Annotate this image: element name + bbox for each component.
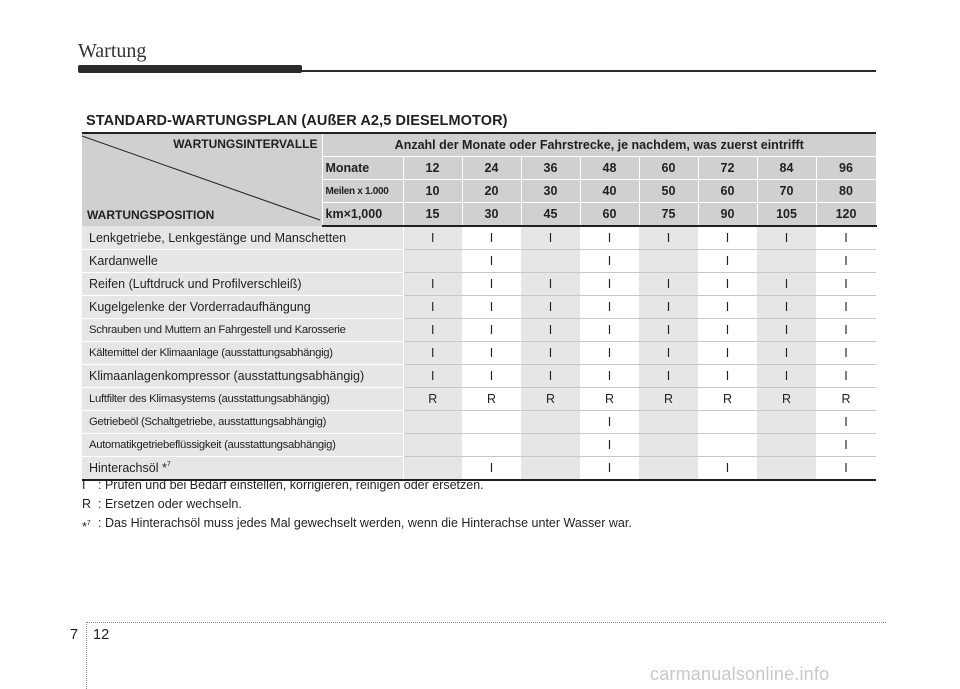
- interval-value: 96: [816, 157, 876, 180]
- schedule-mark: [757, 250, 816, 273]
- schedule-mark: I: [639, 296, 698, 319]
- item-label-text: Lenkgetriebe, Lenkgestänge und Manschetten: [89, 231, 347, 245]
- footnote-marker: 7: [166, 461, 171, 468]
- schedule-mark: I: [698, 296, 757, 319]
- schedule-mark: I: [462, 226, 521, 250]
- interval-value: 70: [757, 180, 816, 203]
- schedule-mark: [403, 250, 462, 273]
- schedule-mark: [639, 250, 698, 273]
- maintenance-plan-title: STANDARD-WARTUNGSPLAN (AUßER A2,5 DIESELMOTOR): [86, 113, 508, 129]
- schedule-mark: R: [403, 388, 462, 411]
- interval-value: 45: [521, 203, 580, 227]
- schedule-mark: [403, 411, 462, 434]
- schedule-mark: R: [521, 388, 580, 411]
- schedule-mark: I: [403, 365, 462, 388]
- schedule-mark: [757, 457, 816, 481]
- schedule-mark: I: [816, 411, 876, 434]
- legend-item: [82, 476, 632, 495]
- schedule-mark: I: [816, 250, 876, 273]
- chapter-number: 7: [70, 627, 79, 643]
- schedule-mark: I: [462, 250, 521, 273]
- footnote-marker: 7: [86, 520, 91, 527]
- schedule-mark: I: [580, 342, 639, 365]
- schedule-mark: I: [639, 273, 698, 296]
- interval-value: 15: [403, 203, 462, 227]
- schedule-mark: I: [462, 457, 521, 481]
- schedule-mark: I: [816, 319, 876, 342]
- interval-value: 50: [639, 180, 698, 203]
- section-title: Wartung: [78, 40, 147, 62]
- schedule-mark: I: [462, 319, 521, 342]
- interval-value: 60: [580, 203, 639, 227]
- interval-value: 72: [698, 157, 757, 180]
- legend-text: : Ersetzen oder wechseln.: [98, 497, 242, 511]
- schedule-mark: I: [816, 434, 876, 457]
- schedule-mark: [639, 434, 698, 457]
- schedule-mark: [757, 411, 816, 434]
- schedule-mark: I: [521, 319, 580, 342]
- schedule-mark: I: [757, 296, 816, 319]
- schedule-mark: I: [816, 457, 876, 481]
- interval-value: 48: [580, 157, 639, 180]
- schedule-mark: I: [816, 365, 876, 388]
- schedule-mark: I: [403, 319, 462, 342]
- schedule-mark: R: [639, 388, 698, 411]
- schedule-mark: I: [580, 434, 639, 457]
- legend-key-symbol: *: [82, 520, 87, 534]
- maintenance-item-label: [82, 319, 403, 342]
- schedule-mark: I: [816, 273, 876, 296]
- table-row: [82, 319, 876, 342]
- table-row: [82, 388, 876, 411]
- legend-text: : Prüfen und bei Bedarf einstellen, korrigieren, reinigen oder ersetzen.: [98, 478, 484, 492]
- maintenance-item-label: [82, 296, 403, 319]
- schedule-mark: R: [757, 388, 816, 411]
- schedule-mark: R: [698, 388, 757, 411]
- interval-value: 10: [403, 180, 462, 203]
- item-label-text: Kältemittel der Klimaanlage (ausstattungsabhängig): [89, 347, 333, 359]
- interval-label: Meilen x 1.000: [322, 180, 403, 203]
- item-label-text: Luftfilter des Klimasystems (ausstattungsabhängig): [89, 393, 330, 405]
- legend-item: [82, 495, 632, 514]
- interval-value: 105: [757, 203, 816, 227]
- schedule-mark: [521, 411, 580, 434]
- legend-key: R: [82, 497, 92, 511]
- schedule-mark: I: [580, 296, 639, 319]
- schedule-mark: I: [521, 365, 580, 388]
- table-row: [82, 226, 876, 250]
- item-label-text: Kugelgelenke der Vorderradaufhängung: [89, 300, 311, 314]
- interval-value: 36: [521, 157, 580, 180]
- schedule-mark: I: [462, 342, 521, 365]
- footer-rule: [86, 622, 886, 624]
- interval-value: 120: [816, 203, 876, 227]
- table-row: [82, 296, 876, 319]
- schedule-mark: I: [580, 457, 639, 481]
- maintenance-item-label: [82, 411, 403, 434]
- schedule-mark: I: [580, 365, 639, 388]
- header-rule: [298, 70, 876, 72]
- item-label-text: Schrauben und Muttern an Fahrgestell und Karosserie: [89, 324, 346, 336]
- table-row: [82, 250, 876, 273]
- corner-intervals-label: WARTUNGSINTERVALLE: [173, 137, 318, 151]
- page-number: 12: [93, 627, 110, 643]
- schedule-mark: R: [580, 388, 639, 411]
- schedule-mark: I: [757, 226, 816, 250]
- interval-value: 12: [403, 157, 462, 180]
- schedule-mark: I: [462, 273, 521, 296]
- schedule-mark: I: [580, 411, 639, 434]
- schedule-mark: I: [580, 226, 639, 250]
- schedule-mark: R: [816, 388, 876, 411]
- schedule-mark: I: [521, 296, 580, 319]
- table-header-row: [82, 133, 876, 157]
- schedule-mark: [462, 411, 521, 434]
- schedule-mark: [698, 411, 757, 434]
- schedule-mark: [521, 250, 580, 273]
- maintenance-item-label: [82, 273, 403, 296]
- item-label-text: Klimaanlagenkompressor (ausstattungsabhängig): [89, 369, 365, 383]
- schedule-mark: I: [698, 457, 757, 481]
- table-row: [82, 411, 876, 434]
- interval-value: 84: [757, 157, 816, 180]
- schedule-mark: I: [757, 273, 816, 296]
- interval-label: km×1,000: [322, 203, 403, 227]
- footer-divider: [86, 622, 88, 689]
- schedule-mark: I: [580, 319, 639, 342]
- interval-value: 90: [698, 203, 757, 227]
- schedule-mark: [521, 434, 580, 457]
- interval-value: 75: [639, 203, 698, 227]
- table-row: [82, 342, 876, 365]
- schedule-mark: I: [580, 250, 639, 273]
- interval-value: 20: [462, 180, 521, 203]
- corner-position-label: WARTUNGSPOSITION: [87, 208, 215, 222]
- interval-label: Monate: [322, 157, 403, 180]
- schedule-mark: I: [403, 273, 462, 296]
- schedule-mark: [462, 434, 521, 457]
- schedule-mark: I: [816, 296, 876, 319]
- schedule-mark: I: [698, 365, 757, 388]
- maintenance-item-label: [82, 434, 403, 457]
- schedule-mark: [639, 411, 698, 434]
- schedule-mark: I: [580, 273, 639, 296]
- header-bar-thick: [78, 65, 302, 73]
- schedule-mark: I: [521, 226, 580, 250]
- legend-key: I: [82, 478, 86, 492]
- schedule-mark: I: [403, 226, 462, 250]
- schedule-mark: I: [757, 319, 816, 342]
- schedule-mark: I: [816, 226, 876, 250]
- item-label-text: Kardanwelle: [89, 254, 158, 268]
- maintenance-item-label: [82, 226, 403, 250]
- schedule-mark: I: [639, 226, 698, 250]
- maintenance-item-label: [82, 365, 403, 388]
- maintenance-item-label: [82, 388, 403, 411]
- maintenance-item-label: [82, 250, 403, 273]
- interval-value: 40: [580, 180, 639, 203]
- schedule-mark: I: [698, 319, 757, 342]
- schedule-mark: [403, 434, 462, 457]
- interval-value: 30: [521, 180, 580, 203]
- legend: [82, 476, 632, 537]
- schedule-mark: I: [403, 342, 462, 365]
- maintenance-item-label: [82, 342, 403, 365]
- schedule-mark: I: [698, 226, 757, 250]
- table-row: [82, 365, 876, 388]
- maintenance-schedule-table: [82, 132, 877, 481]
- legend-key: [82, 514, 98, 537]
- schedule-mark: I: [698, 250, 757, 273]
- item-label-text: Hinterachsöl *: [89, 461, 167, 475]
- schedule-mark: I: [462, 365, 521, 388]
- schedule-mark: [757, 434, 816, 457]
- schedule-mark: I: [757, 365, 816, 388]
- interval-value: 60: [698, 180, 757, 203]
- schedule-mark: R: [462, 388, 521, 411]
- table-row: [82, 434, 876, 457]
- diagonal-corner-cell: [82, 133, 322, 226]
- schedule-mark: I: [698, 342, 757, 365]
- interval-value: 24: [462, 157, 521, 180]
- table-row: [82, 273, 876, 296]
- schedule-mark: I: [521, 273, 580, 296]
- schedule-mark: I: [816, 342, 876, 365]
- legend-text: : Das Hinterachsöl muss jedes Mal gewechselt werden, wenn die Hinterachse unter Wasser war.: [98, 516, 632, 530]
- schedule-mark: [698, 434, 757, 457]
- schedule-mark: [639, 457, 698, 481]
- schedule-mark: I: [403, 296, 462, 319]
- interval-value: 80: [816, 180, 876, 203]
- schedule-mark: I: [462, 296, 521, 319]
- item-label-text: Getriebeöl (Schaltgetriebe, ausstattungsabhängig): [89, 416, 327, 428]
- item-label-text: Automatikgetriebeflüssigkeit (ausstattungsabhängig): [89, 439, 336, 451]
- interval-span-header: Anzahl der Monate oder Fahrstrecke, je nachdem, was zuerst eintrifft: [322, 133, 876, 157]
- schedule-mark: I: [639, 365, 698, 388]
- interval-value: 30: [462, 203, 521, 227]
- schedule-mark: I: [521, 342, 580, 365]
- legend-item: [82, 514, 632, 537]
- schedule-mark: I: [639, 319, 698, 342]
- interval-value: 60: [639, 157, 698, 180]
- watermark: carmanualsonline.info: [650, 664, 830, 684]
- schedule-mark: I: [698, 273, 757, 296]
- item-label-text: Reifen (Luftdruck und Profilverschleiß): [89, 277, 302, 291]
- schedule-mark: I: [639, 342, 698, 365]
- schedule-mark: I: [757, 342, 816, 365]
